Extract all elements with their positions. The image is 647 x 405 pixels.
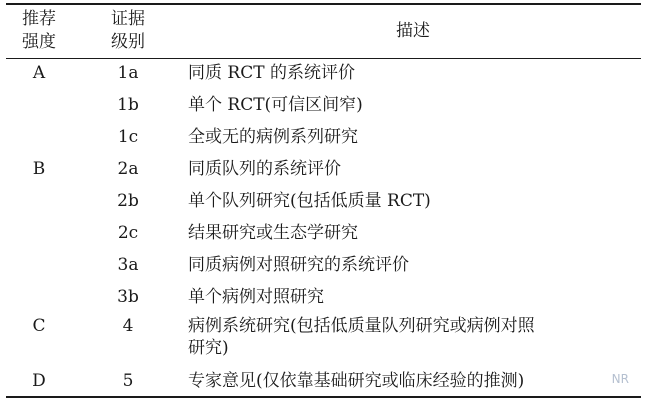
row-description: 单个 RCT(可信区间窄) bbox=[188, 95, 363, 115]
row-description: 同质 RCT 的系统评价 bbox=[188, 63, 355, 83]
row-level: 1b bbox=[117, 95, 139, 115]
table-top-rule bbox=[6, 3, 641, 5]
row-level: 2b bbox=[117, 191, 139, 211]
row-description: 专家意见(仅依靠基础研究或临床经验的推测) bbox=[188, 371, 525, 391]
row-description: 同质队列的系统评价 bbox=[188, 159, 341, 179]
row-description-continued: 研究) bbox=[188, 338, 229, 358]
watermark: NR bbox=[611, 372, 629, 386]
row-description: 结果研究或生态学研究 bbox=[188, 223, 358, 243]
row-description: 单个病例对照研究 bbox=[188, 287, 324, 307]
row-level: 3b bbox=[117, 287, 139, 307]
row-level: 5 bbox=[122, 371, 134, 391]
row-grade: B bbox=[32, 159, 46, 179]
header-description: 描述 bbox=[396, 21, 430, 41]
table-bottom-rule bbox=[6, 396, 641, 398]
row-level: 2c bbox=[117, 223, 139, 243]
row-description: 同质病例对照研究的系统评价 bbox=[188, 255, 409, 275]
row-level: 2a bbox=[117, 159, 139, 179]
row-grade: C bbox=[32, 316, 46, 336]
row-description: 病例系统研究(包括低质量队列研究或病例对照 bbox=[188, 316, 535, 336]
header-level-line2: 级别 bbox=[111, 32, 145, 52]
header-grade-line2: 强度 bbox=[22, 32, 56, 52]
table-header-rule bbox=[6, 58, 641, 59]
header-grade-line1: 推荐 bbox=[22, 9, 56, 29]
row-grade: A bbox=[32, 63, 46, 83]
row-level: 1a bbox=[117, 63, 139, 83]
row-level: 1c bbox=[117, 127, 139, 147]
row-grade: D bbox=[32, 371, 46, 391]
row-description: 单个队列研究(包括低质量 RCT) bbox=[188, 191, 431, 211]
row-level: 4 bbox=[122, 316, 134, 336]
row-level: 3a bbox=[117, 255, 139, 275]
row-description: 全或无的病例系列研究 bbox=[188, 127, 358, 147]
header-level-line1: 证据 bbox=[111, 9, 145, 29]
